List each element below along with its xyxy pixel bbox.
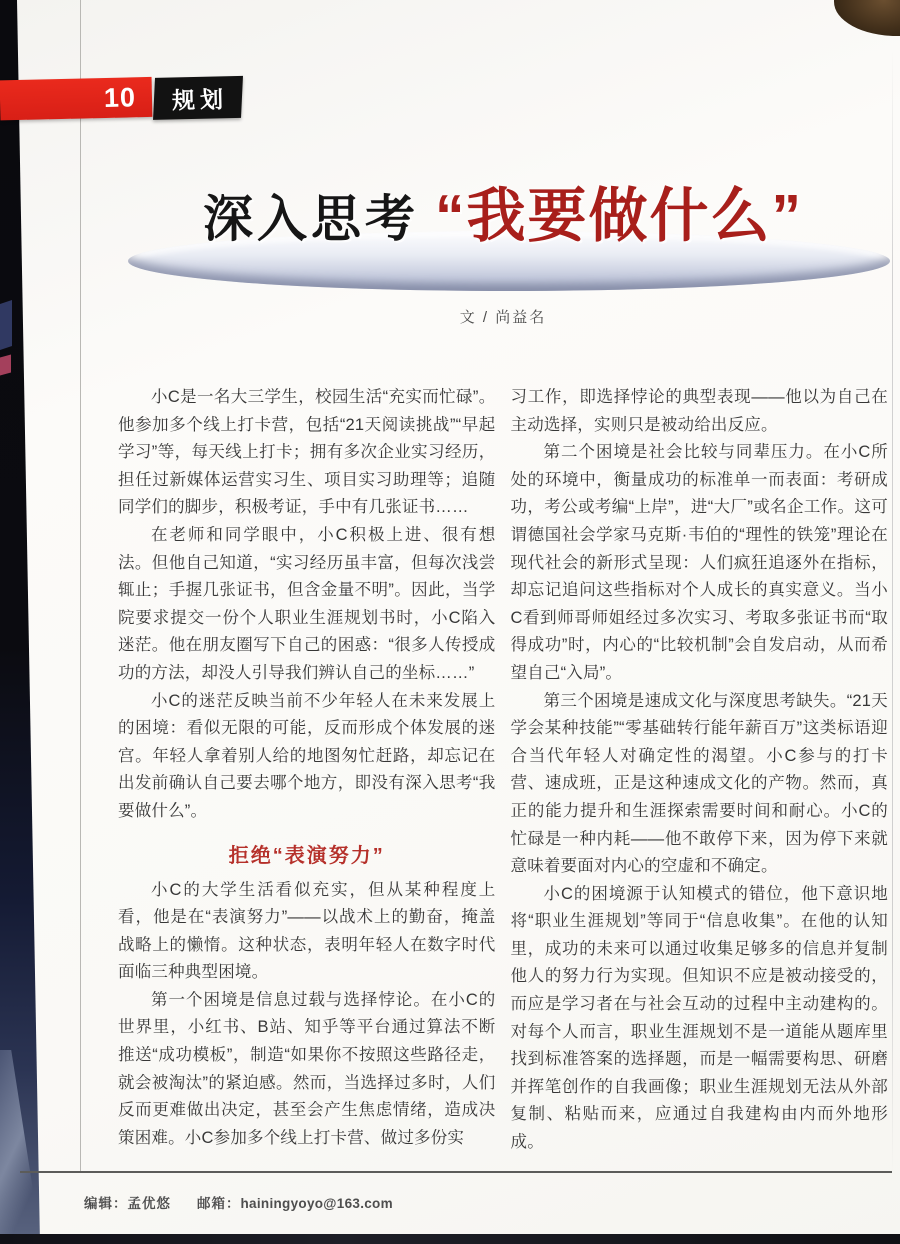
paragraph: 习工作，即选择悖论的典型表现——他以为自己在主动选择，实则只是被动给出反应。 bbox=[510, 388, 888, 434]
section-label-badge bbox=[153, 76, 243, 120]
editor-name: 孟优悠 bbox=[127, 1196, 171, 1211]
article-body bbox=[118, 384, 888, 1157]
paragraph: 第三个困境是速成文化与深度思考缺失。“21天学会某种技能”“零基础转行能年薪百万”这类标语迎合当代年轻人对确定性的渴望。小C参与的打卡营、速成班，正是这种速成文化的产物。然而，真正的能力提升和生涯探索需要时间和耐心。小C的忙碌是一种内耗——他不敢停下来，因为停下来就意味着要面对内心的空虚和不确定。 bbox=[510, 691, 888, 876]
right-column bbox=[511, 384, 889, 1157]
page-number-badge bbox=[0, 77, 152, 120]
article-title bbox=[118, 168, 888, 253]
editor-label: 编辑： bbox=[84, 1196, 128, 1211]
paragraph: 第一个困境是信息过载与选择悖论。在小C的世界里，小红书、B站、知乎等平台通过算法不断推送“成功模板”，制造“如果你不按照这些路径走，就会被淘汰”的紧迫感。然而，当选择过多时，人们反而更难做出决定，甚至会产生焦虑情绪，造成决策困难。小C参加多个线上打卡营、做过多份实 bbox=[118, 990, 496, 1147]
section-label: 规划 bbox=[171, 85, 229, 113]
paragraph: 小C的困境源于认知模式的错位，他下意识地将“职业生涯规划”等同于“信息收集”。在他的认知里，成功的未来可以通过收集足够多的信息并复制他人的努力行为实现。但知识不应是被动接受的，而应是学习者在与社会互动的过程中主动建构的。对每个人而言，职业生涯规划不是一道能从题库里找到标准答案的选择题，而是一幅需要构思、研磨并挥笔创作的自我画像；职业生涯规划无法从外部复制、粘贴而来，应通过自我建构由内而外地形成。 bbox=[510, 884, 888, 1152]
footer bbox=[84, 1192, 393, 1212]
subheading: 拒绝“表演努力” bbox=[228, 844, 385, 867]
footer-rule bbox=[20, 1171, 892, 1173]
left-column bbox=[118, 384, 496, 1157]
paragraph: 在老师和同学眼中，小C积极上进、很有想法。但他自己知道，“实习经历虽丰富，但每次浅尝辄止；手握几张证书，但含金量不明”。因此，当学院要求提交一份个人职业生涯规划书时，小C陷入迷茫。他在朋友圈写下自己的困惑：“很多人传授成功的方法，却没人引导我们辨认自己的坐标……” bbox=[118, 525, 496, 682]
photo-edge-artifact-blue bbox=[0, 300, 12, 350]
section-banner bbox=[0, 75, 242, 120]
page-number: 10 bbox=[103, 81, 137, 113]
paragraph: 第二个困境是社会比较与同辈压力。在小C所处的环境中，衡量成功的标准单一而表面：考研成功，考公或考编“上岸”，进“大厂”或名企工作。这可谓德国社会学家马克斯·韦伯的“理性的铁笼”理论在现代社会的新形式呈现：人们疯狂追逐外在指标，却忘记追问这些指标对个人成长的真实意义。当小C看到师哥师姐经过多次实习、考取多张证书而“取得成功”时，内心的“比较机制”会自发启动，从而希望自己“入局”。 bbox=[510, 443, 888, 682]
paragraph: 小C的大学生活看似充实，但从某种程度上看，他是在“表演努力”——以战术上的勤奋，掩盖战略上的懒惰。这种状态，表明年轻人在数字时代面临三种典型困境。 bbox=[118, 880, 496, 982]
email-address: hainingyoyo@163.com bbox=[240, 1196, 393, 1211]
photo-corner-artifact bbox=[834, 0, 900, 36]
article-title-red: “我要做什么” bbox=[434, 183, 803, 249]
byline: 文 / 尚益名 bbox=[459, 309, 547, 326]
email-label: 邮箱： bbox=[197, 1196, 241, 1211]
page-curve-line bbox=[892, 50, 893, 1174]
paragraph: 小C的迷茫反映当前不少年轻人在未来发展上的困境：看似无限的可能，反而形成个体发展的迷宫。年轻人拿着别人给的地图匆忙赶路，却忘记在出发前确认自己要去哪个地方，即没有深入思考“我要做什么”。 bbox=[118, 691, 496, 820]
article-title-black: 深入思考 bbox=[202, 191, 419, 247]
photo-edge-artifact-pink bbox=[0, 355, 11, 376]
paragraph: 小C是一名大三学生，校园生活“充实而忙碌”。他参加多个线上打卡营，包括“21天阅读挑战”“早起学习”等，每天线上打卡；拥有多次企业实习经历，担任过新媒体运营实习生、项目实习助理等；追随同学们的脚步，积极考证，手中有几张证书…… bbox=[118, 388, 496, 517]
page-margin-line bbox=[80, 0, 81, 1172]
bottom-page-edge bbox=[0, 1234, 900, 1244]
